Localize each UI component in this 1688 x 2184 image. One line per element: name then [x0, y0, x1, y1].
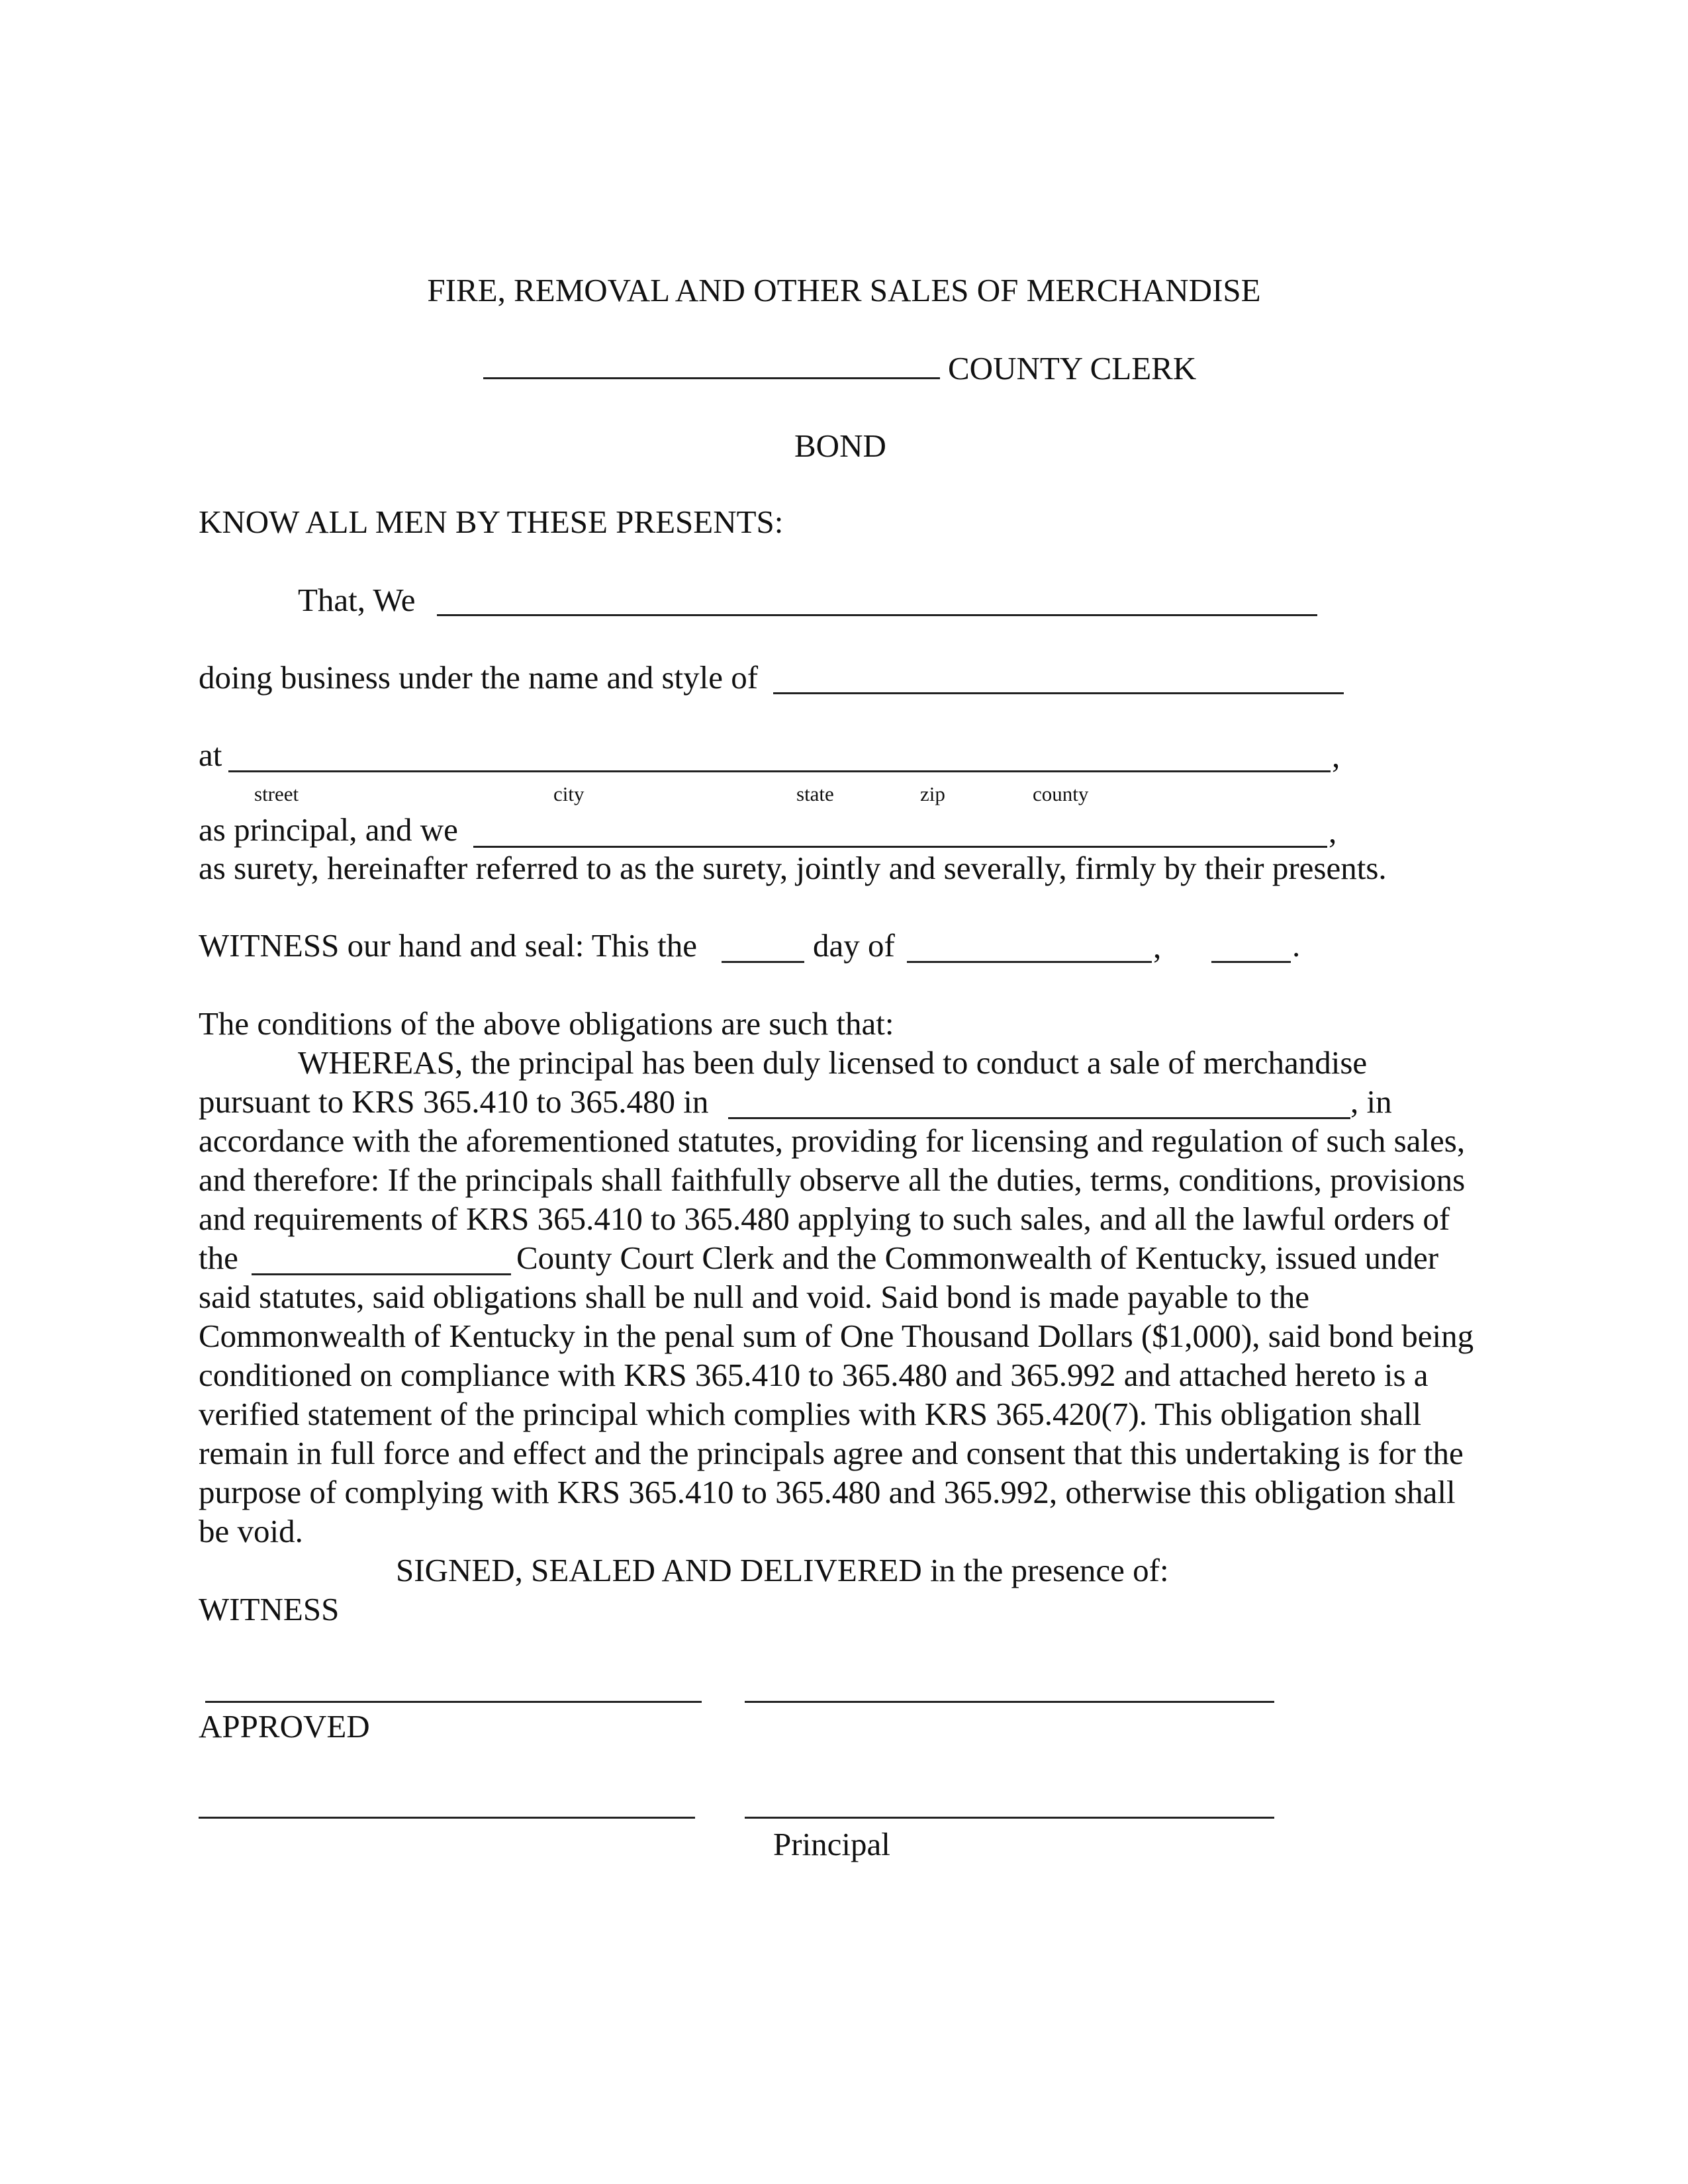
address-blank[interactable]: [228, 770, 1331, 772]
conditions-line-13: be void.: [199, 1513, 303, 1549]
conditions-line-12: purpose of complying with KRS 365.410 to 365.480 and 365.992, otherwise this obligation shall: [199, 1474, 1456, 1510]
conditions-line-8: Commonwealth of Kentucky in the penal sum of One Thousand Dollars ($1,000), said bond being: [199, 1318, 1474, 1354]
bond-heading: BOND: [794, 428, 886, 464]
signed-sealed-text: SIGNED, SEALED AND DELIVERED in the presence of:: [396, 1552, 1169, 1588]
zip-label: zip: [920, 782, 945, 805]
principal-label: Principal: [773, 1826, 890, 1862]
conditions-line-6-start: the: [199, 1240, 238, 1276]
conditions-heading: The conditions of the above obligations are such that:: [199, 1005, 894, 1042]
conditions-line-1: WHEREAS, the principal has been duly licensed to conduct a sale of merchandise: [298, 1044, 1368, 1081]
conditions-line-9: conditioned on compliance with KRS 365.410 to 365.480 and 365.992 and attached hereto is a: [199, 1357, 1429, 1393]
conditions-line-7: said statutes, said obligations shall be null and void. Said bond is made payable to the: [199, 1279, 1309, 1315]
sale-location-blank[interactable]: [728, 1117, 1350, 1119]
conditions-line-5: and requirements of KRS 365.410 to 365.480 applying to such sales, and all the lawful orders of: [199, 1201, 1450, 1237]
county-clerk-label: COUNTY CLERK: [948, 350, 1197, 387]
county-name-blank[interactable]: [483, 377, 940, 379]
as-surety-text: as surety, hereinafter referred to as the surety, jointly and severally, firmly by their presents.: [199, 850, 1387, 886]
surety-comma: ,: [1329, 813, 1337, 850]
that-we-label: That, We: [298, 582, 416, 618]
conditions-line-2-end: , in: [1350, 1083, 1392, 1120]
approved-signature-line[interactable]: [199, 1817, 695, 1819]
date-comma: ,: [1153, 929, 1162, 965]
form-title: FIRE, REMOVAL AND OTHER SALES OF MERCHANDISE: [427, 272, 1261, 308]
street-label: street: [254, 782, 299, 805]
surety-blank[interactable]: [473, 846, 1327, 848]
doing-business-label: doing business under the name and style of: [199, 659, 759, 696]
conditions-line-3: accordance with the aforementioned statutes, providing for licensing and regulation of such sales,: [199, 1122, 1466, 1159]
conditions-line-4: and therefore: If the principals shall faithfully observe all the duties, terms, conditions, provisions: [199, 1161, 1466, 1198]
county-label: county: [1033, 782, 1089, 805]
as-principal-label: as principal, and we: [199, 811, 458, 848]
date-period: .: [1292, 927, 1301, 964]
state-label: state: [796, 782, 834, 805]
city-label: city: [553, 782, 585, 805]
day-of-label: day of: [813, 927, 895, 964]
witness-date-prefix: WITNESS our hand and seal: This the: [199, 927, 698, 964]
surety-signature-line[interactable]: [745, 1701, 1274, 1703]
business-name-blank[interactable]: [773, 692, 1344, 694]
month-blank[interactable]: [907, 961, 1152, 963]
year-blank[interactable]: [1211, 961, 1291, 963]
conditions-line-11: remain in full force and effect and the principals agree and consent that this undertaking is for the: [199, 1435, 1464, 1471]
know-all-heading: KNOW ALL MEN BY THESE PRESENTS:: [199, 504, 784, 540]
conditions-line-6: County Court Clerk and the Commonwealth of Kentucky, issued under: [516, 1240, 1439, 1276]
witness-label: WITNESS: [199, 1591, 340, 1627]
approved-label: APPROVED: [199, 1708, 370, 1745]
conditions-line-2: pursuant to KRS 365.410 to 365.480 in: [199, 1083, 709, 1120]
county-court-clerk-blank[interactable]: [252, 1273, 511, 1275]
at-label: at: [199, 737, 222, 773]
principal-signature-line[interactable]: [745, 1817, 1274, 1819]
conditions-line-10: verified statement of the principal which complies with KRS 365.420(7). This obligation shall: [199, 1396, 1422, 1432]
address-comma: ,: [1332, 738, 1340, 774]
witness-signature-line[interactable]: [205, 1701, 702, 1703]
day-blank[interactable]: [722, 961, 804, 963]
principal-names-blank[interactable]: [437, 614, 1317, 616]
